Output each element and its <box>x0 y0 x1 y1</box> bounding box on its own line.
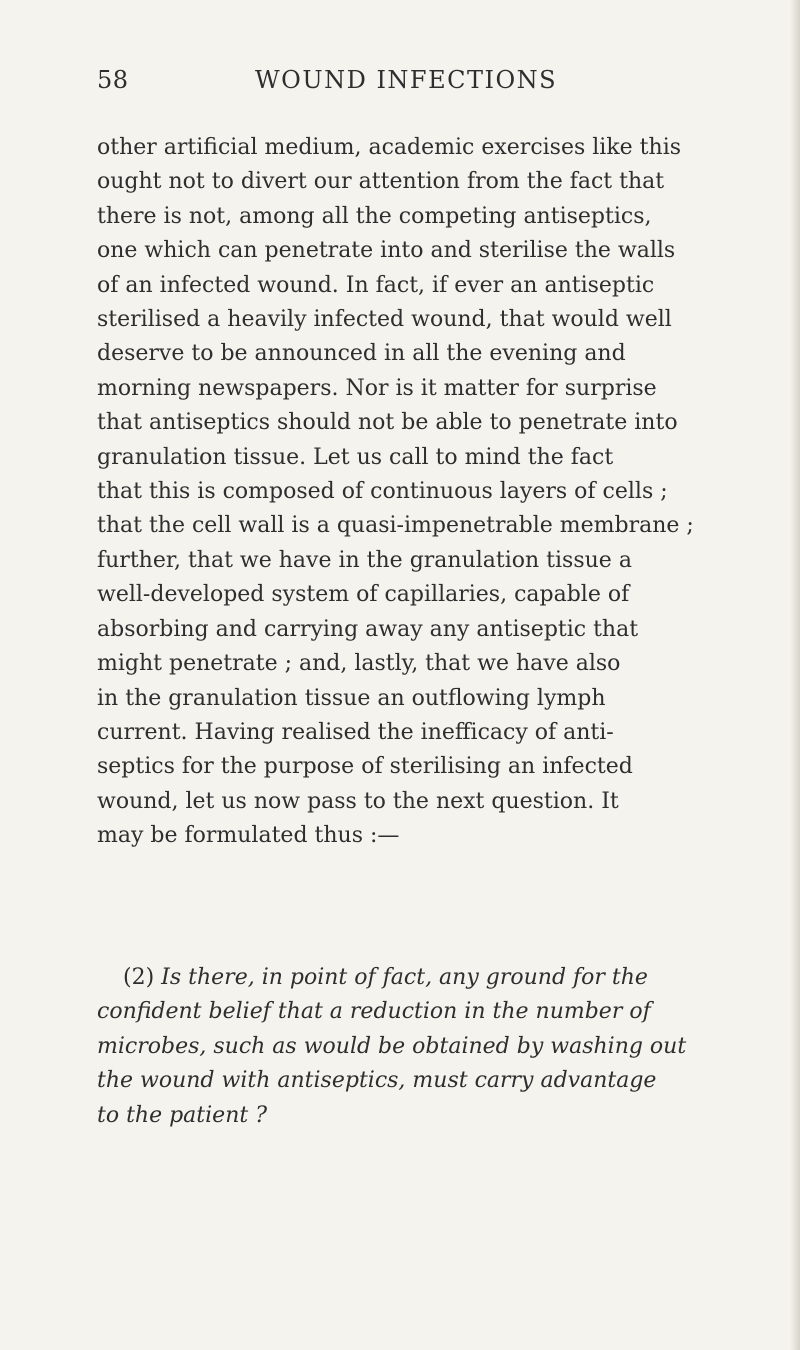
text-line: absorbing and carrying away any antiseptic that <box>97 616 639 642</box>
text-line: further, that we have in the granulation tissue a <box>97 547 632 573</box>
text-line: deserve to be announced in all the evening and <box>97 341 626 367</box>
body-paragraph <box>97 131 757 854</box>
question-line: the wound with antiseptics, must carry advantage <box>97 1068 657 1094</box>
question-number: (2) <box>123 965 155 990</box>
text-line: wound, let us now pass to the next question. It <box>97 788 619 814</box>
text-line: that antiseptics should not be able to penetrate into <box>97 410 678 436</box>
text-line: may be formulated thus :— <box>97 823 400 849</box>
text-line: in the granulation tissue an outflowing lymph <box>97 685 606 711</box>
text-line: that the cell wall is a quasi-impenetrable membrane ; <box>97 513 694 539</box>
text-line: well-developed system of capillaries, capable of <box>97 582 630 608</box>
text-line: sterilised a heavily infected wound, that would well <box>97 307 672 333</box>
text-line: morning newspapers. Nor is it matter for surprise <box>97 375 657 401</box>
running-head: WOUND INFECTIONS <box>255 66 558 94</box>
question-first-line <box>97 961 757 995</box>
question-line: to the patient ? <box>97 1102 267 1128</box>
text-line: other artificial medium, academic exercises like this <box>97 135 682 160</box>
text-line: ought not to divert our attention from the fact that <box>97 169 665 195</box>
text-line: of an infected wound. In fact, if ever an antiseptic <box>97 272 655 298</box>
question-text: Is there, in point of fact, any ground for the <box>161 965 648 990</box>
question-line: microbes, such as would be obtained by washing out <box>97 1033 687 1059</box>
page-edge-shadow <box>790 0 800 1350</box>
text-line: one which can penetrate into and sterilise the walls <box>97 238 676 264</box>
page-number: 58 <box>97 66 129 94</box>
page-header <box>97 64 747 104</box>
text-line: granulation tissue. Let us call to mind the fact <box>97 444 614 470</box>
text-line: current. Having realised the inefficacy of anti- <box>97 719 614 745</box>
question-paragraph <box>97 961 757 1133</box>
text-line: might penetrate ; and, lastly, that we have also <box>97 651 621 677</box>
text-line: septics for the purpose of sterilising an infected <box>97 754 633 780</box>
question-line: confident belief that a reduction in the number of <box>97 999 651 1025</box>
text-line: that this is composed of continuous layers of cells ; <box>97 479 668 505</box>
text-line: there is not, among all the competing antiseptics, <box>97 203 652 229</box>
